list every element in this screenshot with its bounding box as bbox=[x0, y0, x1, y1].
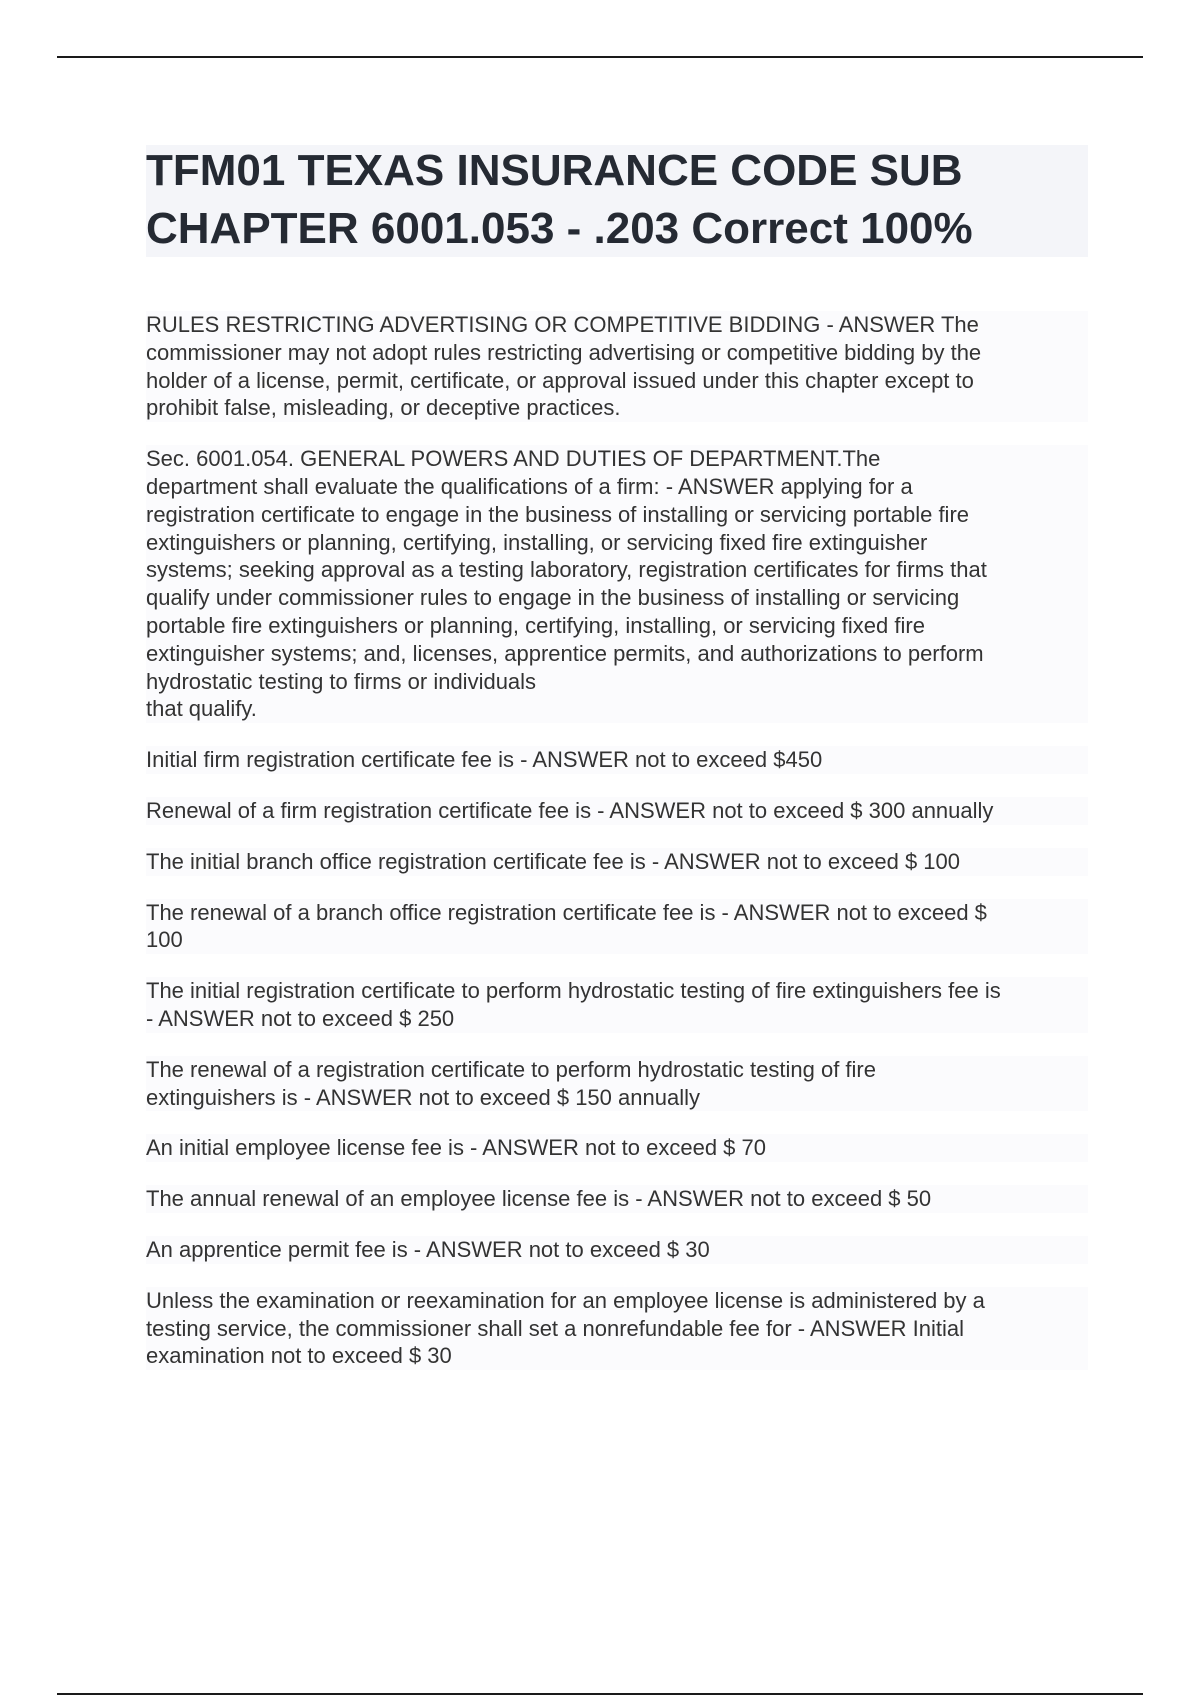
qa-entry: The initial registration certificate to perform hydrostatic testing of fire extinguishers fee is - ANSWER not to exceed $ 250 bbox=[146, 977, 1088, 1033]
qa-entry: An apprentice permit fee is - ANSWER not to exceed $ 30 bbox=[146, 1236, 1088, 1264]
qa-entry: The initial branch office registration certificate fee is - ANSWER not to exceed $ 100 bbox=[146, 848, 1088, 876]
title-block bbox=[146, 145, 1088, 257]
qa-entry: An initial employee license fee is - ANSWER not to exceed $ 70 bbox=[146, 1134, 1088, 1162]
document-title: TFM01 TEXAS INSURANCE CODE SUB CHAPTER 6001.053 - .203 Correct 100% bbox=[146, 146, 973, 253]
qa-list bbox=[146, 311, 1088, 1393]
qa-entry: Initial firm registration certificate fee is - ANSWER not to exceed $450 bbox=[146, 746, 1088, 774]
qa-entry: The annual renewal of an employee license fee is - ANSWER not to exceed $ 50 bbox=[146, 1185, 1088, 1213]
bottom-divider bbox=[57, 1693, 1143, 1695]
qa-entry: Renewal of a firm registration certificate fee is - ANSWER not to exceed $ 300 annually bbox=[146, 797, 1088, 825]
qa-entry: RULES RESTRICTING ADVERTISING OR COMPETITIVE BIDDING - ANSWER The commissioner may not adopt rules restricting advertising or competitive bidding by the holder of a license, permit, certificate, or approval issued under this chapter except to prohibit false, misleading, or deceptive practices. bbox=[146, 311, 1088, 422]
qa-entry: The renewal of a branch office registration certificate fee is - ANSWER not to exceed $ 100 bbox=[146, 899, 1088, 955]
qa-entry: Sec. 6001.054. GENERAL POWERS AND DUTIES OF DEPARTMENT.The department shall evaluate the qualifications of a firm: - ANSWER applying for a registration certificate to engage in the business of installing or servicing portable fire extinguishers or planning, certifying, installing, or servicing fixed fire extinguisher systems; seeking approval as a testing laboratory, registration certificates for firms that qualify under commissioner rules to engage in the business of installing or servicing portable fire extinguishers or planning, certifying, installing, or servicing fixed fire extinguisher systems; and, licenses, apprentice permits, and authorizations to perform hydrostatic testing to firms or individuals that qualify. bbox=[146, 445, 1088, 723]
top-divider bbox=[57, 56, 1143, 58]
qa-entry: The renewal of a registration certificate to perform hydrostatic testing of fire extinguishers is - ANSWER not to exceed $ 150 annually bbox=[146, 1056, 1088, 1112]
qa-entry: Unless the examination or reexamination for an employee license is administered by a testing service, the commissioner shall set a nonrefundable fee for - ANSWER Initial examination not to exceed $ 30 bbox=[146, 1287, 1088, 1370]
